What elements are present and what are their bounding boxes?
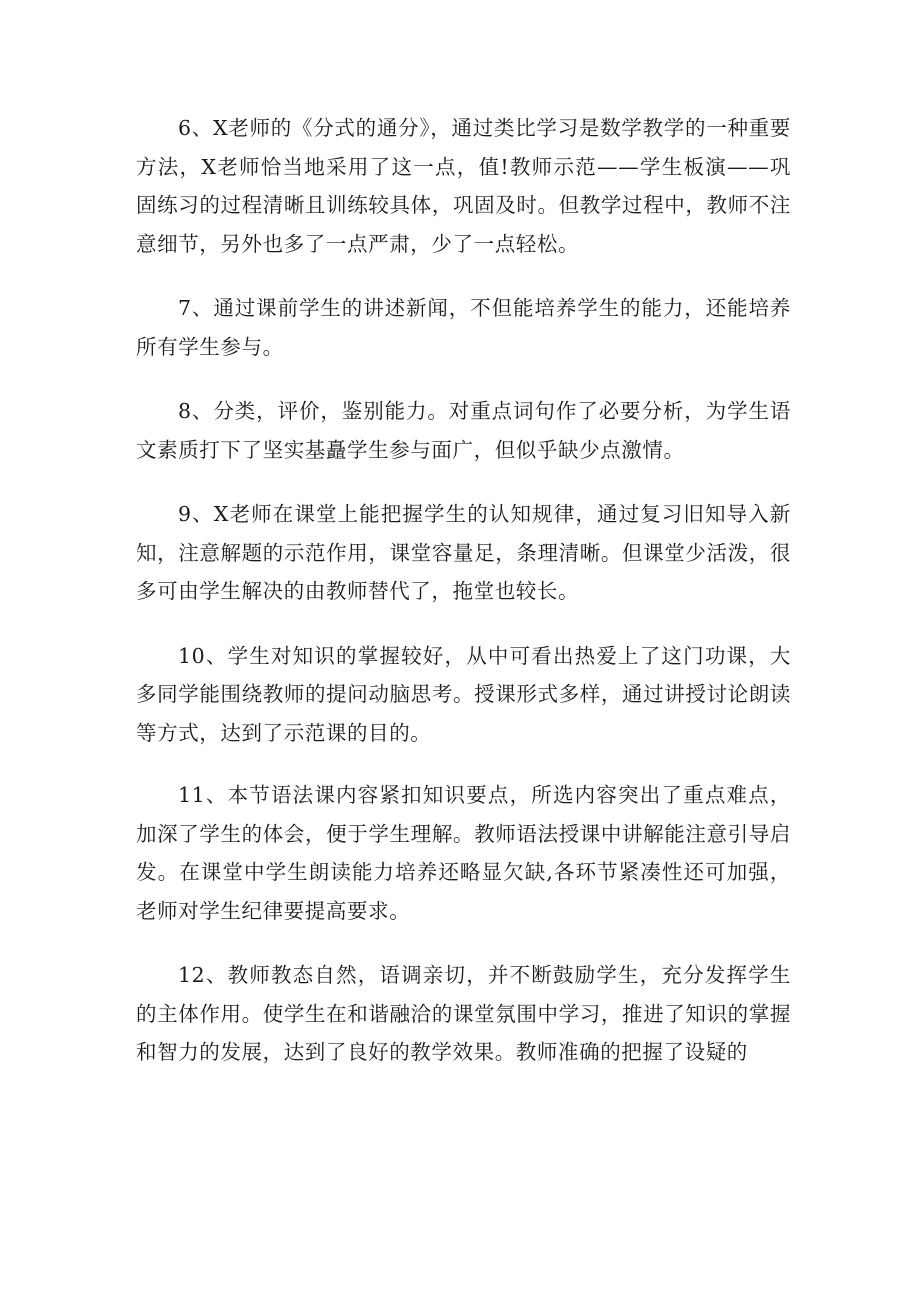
paragraph-7: 7、通过课前学生的讲述新闻，不但能培养学生的能力，还能培养所有学生参与。 bbox=[136, 296, 791, 359]
paragraph-10: 10、学生对知识的掌握较好，从中可看出热爱上了这门功课，大多同学能围绕教师的提问动脑思考。授课形式多样，通过讲授讨论朗读等方式，达到了示范课的目的。 bbox=[136, 643, 791, 745]
paragraph-11: 11、本节语法课内容紧扣知识要点，所选内容突出了重点难点，加深了学生的体会，便于学生理解。教师语法授课中讲解能注意引导启发。在课堂中学生朗读能力培养还略显欠缺,各环节紧凑性还可加强，老师对学生纪律要提高要求。 bbox=[136, 783, 791, 923]
document-body bbox=[136, 109, 791, 1098]
paragraph-6: 6、X老师的《分式的通分》，通过类比学习是数学教学的一种重要方法，X老师恰当地采用了这一点，值!教师示范——学生板演——巩固练习的过程清晰且训练较具体，巩固及时。但教学过程中，教师不注意细节，另外也多了一点严肃，少了一点轻松。 bbox=[136, 116, 791, 256]
paragraph-8: 8、分类，评价，鉴别能力。对重点词句作了必要分析，为学生语文素质打下了坚实基矗学生参与面广，但似乎缺少点激情。 bbox=[136, 399, 791, 462]
paragraph-12: 12、教师教态自然，语调亲切，并不断鼓励学生，充分发挥学生的主体作用。使学生在和谐融洽的课堂氛围中学习，推进了知识的掌握和智力的发展，达到了良好的教学效果。教师准确的把握了设疑的 bbox=[136, 963, 791, 1064]
paragraph-9: 9、X老师在课堂上能把握学生的认知规律，通过复习旧知导入新知，注意解题的示范作用，课堂容量足，条理清晰。但课堂少活泼，很多可由学生解决的由教师替代了，拖堂也较长。 bbox=[136, 502, 791, 603]
